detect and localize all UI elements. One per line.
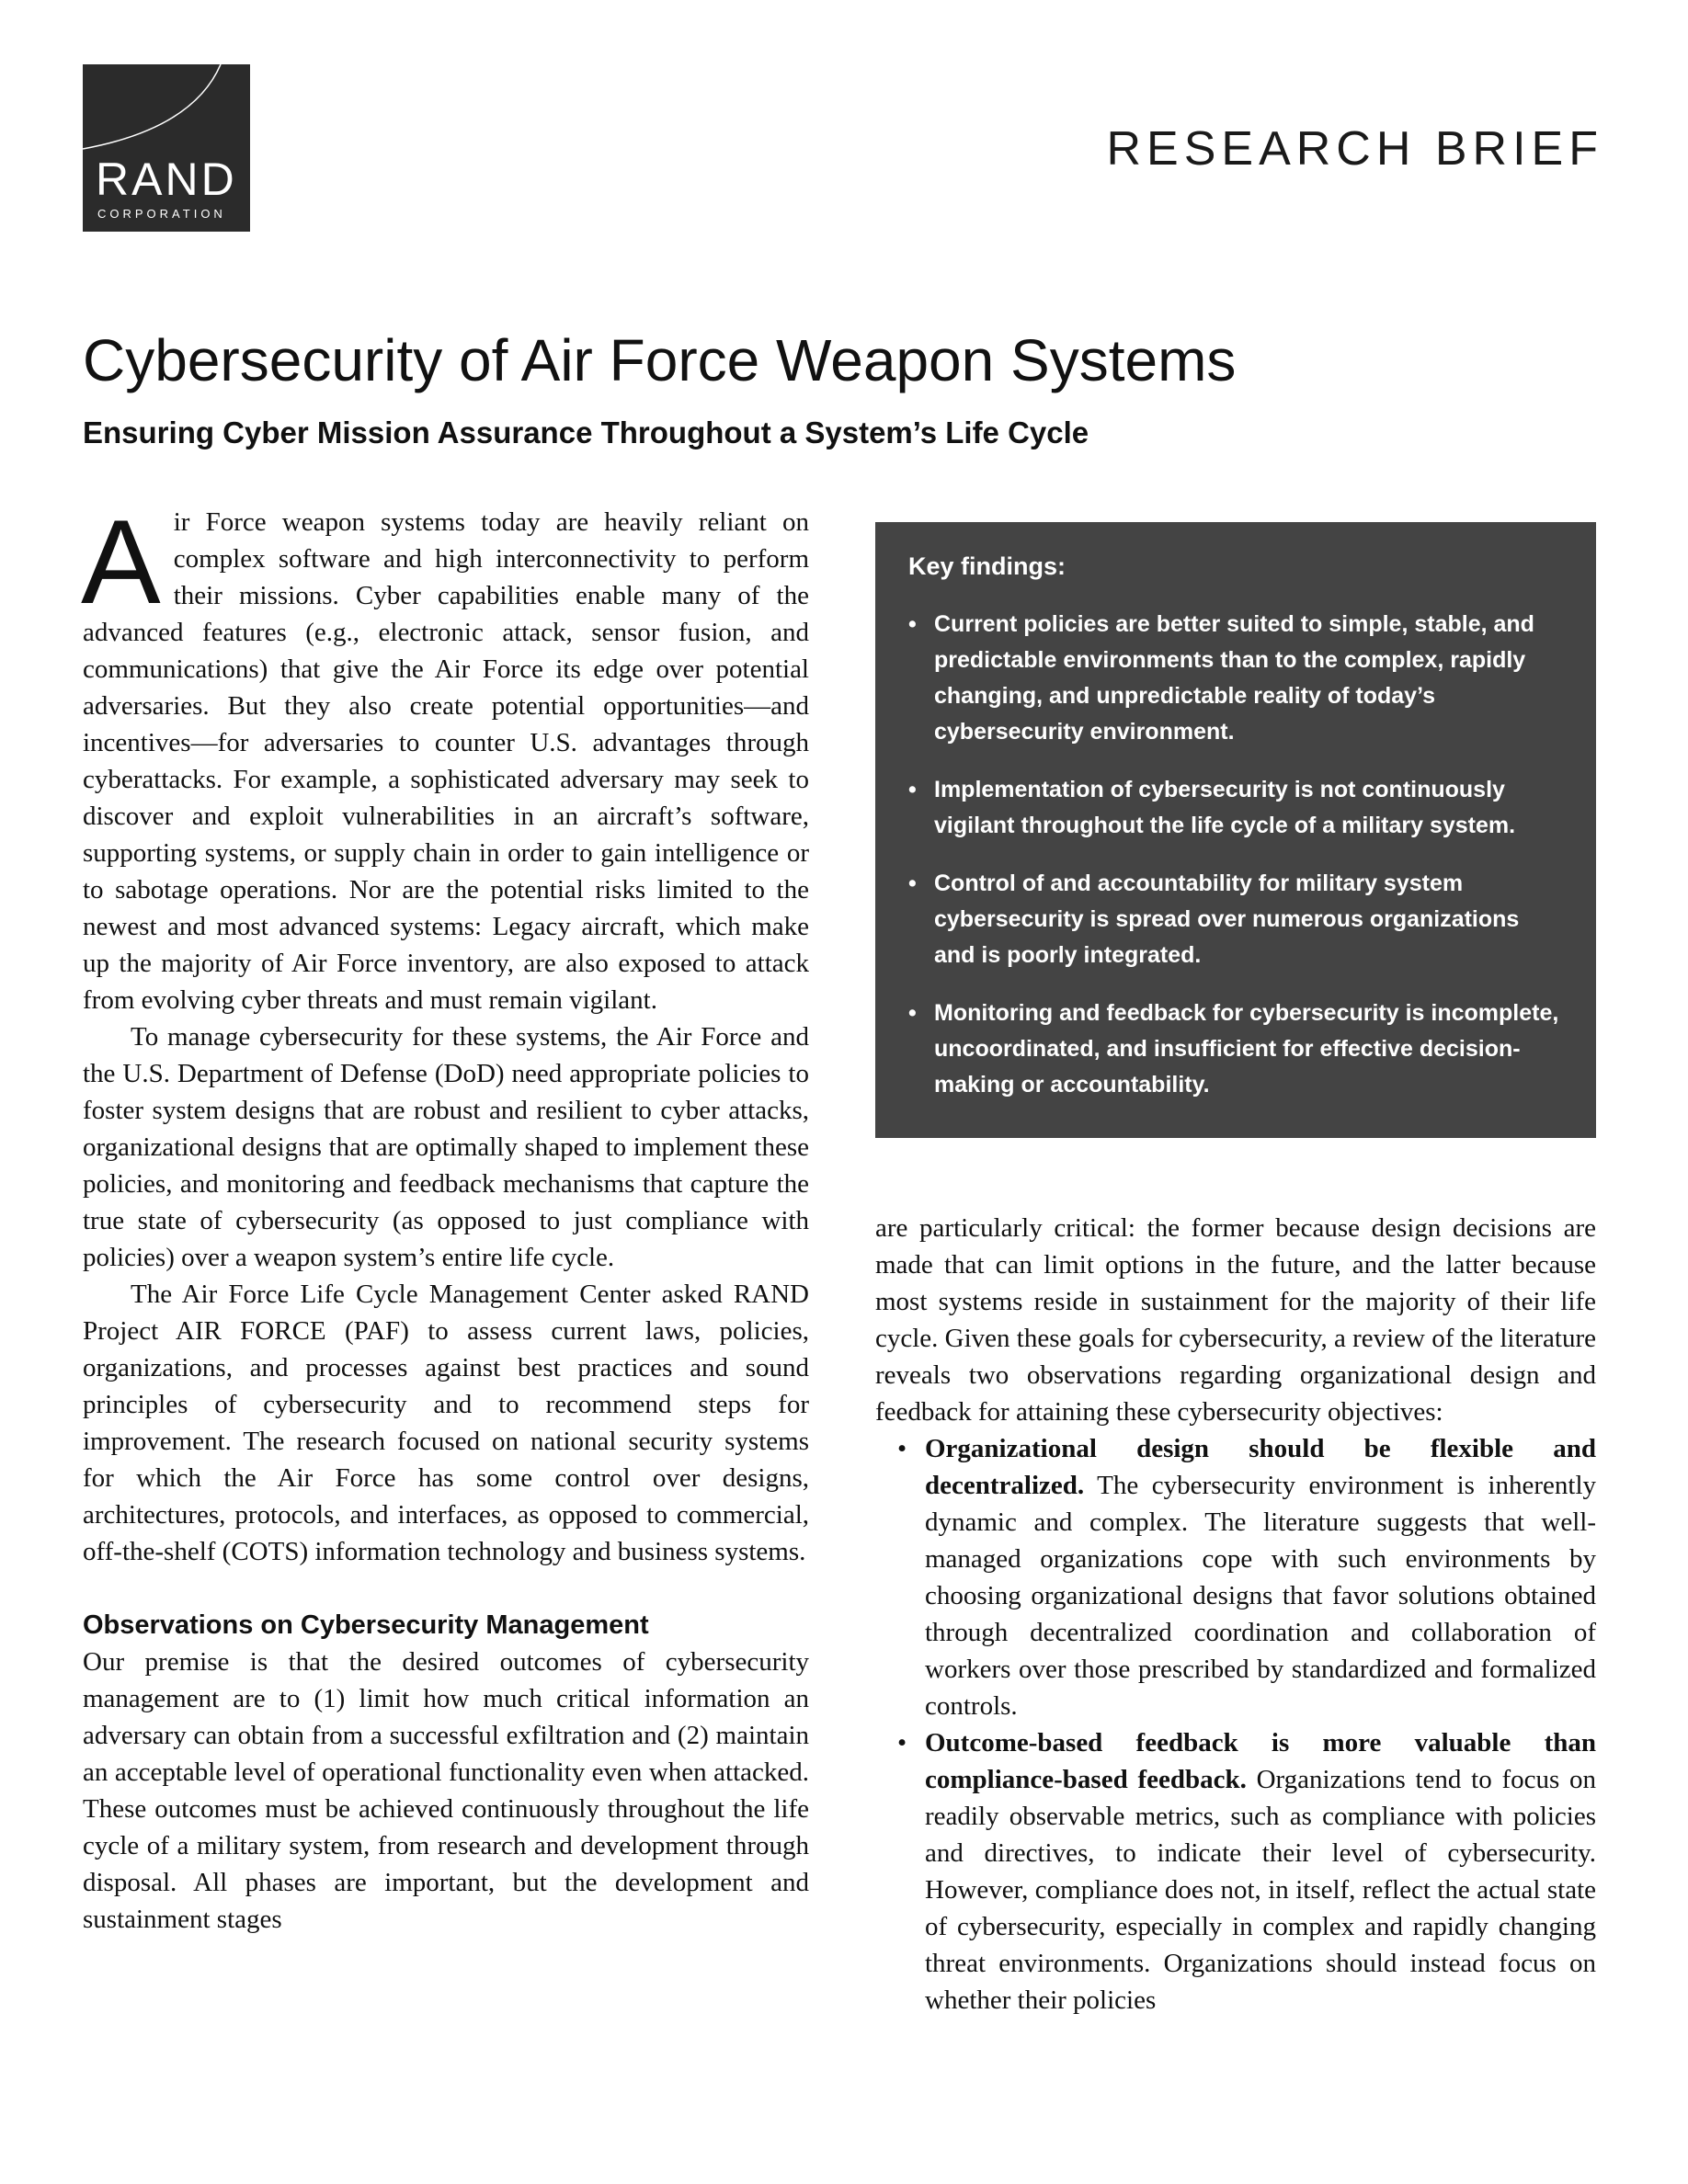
logo-name: RAND: [96, 154, 237, 205]
document-subtitle: Ensuring Cyber Mission Assurance Throughout a System’s Life Cycle: [83, 415, 1089, 449]
observation-text: The cybersecurity environment is inherently dynamic and complex. The literature suggests that well-managed organizations cope with such environments by choosing organizational designs that favor solutions obtained through decentralized coordination and collaboration of workers over those prescribed by standardized and formalized controls.: [925, 1471, 1596, 1721]
intro-paragraph-2: To manage cybersecurity for these systems, the Air Force and the U.S. Department of Defense (DoD) need appropriate policies to foster system designs that are robust and resilient to cyber attacks, organizational designs that are optimally shaped to implement these policies, and monitoring and feedback mechanisms that capture the true state of cybersecurity (as opposed to just compliance with policies) over a weapon system’s entire life cycle.: [83, 1022, 809, 1272]
rand-logo: [83, 64, 250, 232]
logo-subtitle: CORPORATION: [97, 207, 226, 221]
observation-lead: Organizational design should be flexible and decentralized.: [925, 1434, 1596, 1500]
key-findings-heading: Key findings:: [908, 552, 1066, 580]
intro-paragraph-1-text: ir Force weapon systems today are heavily reliant on complex software and high interconnectivity to perform their missions. Cyber capabilities enable many of the advanced features (e.g., electronic attack, sensor fusion, and communications) that give the Air Force its edge over potential adversaries. But they also create potential opportunities—and incentives—for adversaries to counter U.S. advantages through cyberattacks. For example, a sophisticated adversary may seek to discover and exploit vulnerabilities in an aircraft’s software, supporting systems, or supply chain in order to gain intelligence or to sabotage operations. Nor are the potential risks limited to the newest and most advanced systems: Legacy aircraft, which make up the majority of Air Force inventory, are also exposed to attack from evolving cyber threats and must remain vigilant.: [83, 507, 809, 1015]
section-heading-observations: Observations on Cybersecurity Management: [83, 1610, 649, 1640]
drop-cap: A: [81, 495, 161, 629]
key-finding-item: • Control of and accountability for military system cybersecurity is spread over numerous organizations and is poorly integrated.: [908, 866, 1563, 973]
key-findings-box: [875, 522, 1596, 1138]
observation-lead: Outcome-based feedback is more valuable than compliance-based feedback.: [925, 1728, 1596, 1794]
intro-paragraph-3: The Air Force Life Cycle Management Center asked RAND Project AIR FORCE (PAF) to assess current laws, policies, organizations, and processes against best practices and sound principles of cybersecurity and to recommend steps for improvement. The research focused on national security systems for which the Air Force has some control over designs, architectures, protocols, and interfaces, as opposed to commercial, off-the-shelf (COTS) information technology and business systems.: [83, 1280, 809, 1566]
right-column: [875, 1210, 1596, 2019]
observations-paragraph-left: Our premise is that the desired outcomes of cybersecurity management are to (1) limit how much critical information an adversary can obtain from a successful exfiltration and (2) maintain an acceptable level of operational functionality even when attacked. These outcomes must be achieved continuously throughout the life cycle of a military system, from research and development through disposal. All phases are important, but the development and sustainment stages: [83, 1647, 809, 1934]
observations-paragraph-right: are particularly critical: the former because design decisions are made that can limit options in the future, and the latter because most systems reside in sustainment for the majority of their life cycle. Given these goals for cybersecurity, a review of the literature reveals two observations regarding organizational design and feedback for attaining these cybersecurity objectives:: [875, 1213, 1596, 1427]
research-brief-label: RESEARCH BRIEF: [1106, 122, 1603, 176]
observation-text: Organizations tend to focus on readily observable metrics, such as compliance with policies and directives, to indicate their level of cybersecurity. However, compliance does not, in itself, reflect the actual state of cybersecurity, especially in complex and rapidly changing threat environments. Organizations should instead focus on whether their policies: [925, 1765, 1596, 2015]
intro-paragraph-1: [81, 495, 809, 1018]
left-column: [81, 495, 809, 1938]
observations-list: [875, 1430, 1596, 2019]
observation-item: [875, 1430, 1596, 1724]
document-title: Cybersecurity of Air Force Weapon Systems: [83, 327, 1237, 393]
key-findings-list: [908, 607, 1563, 1103]
observation-item: [875, 1724, 1596, 2019]
key-finding-item: • Implementation of cybersecurity is not continuously vigilant throughout the life cycle of a military system.: [908, 772, 1563, 844]
key-finding-item: • Current policies are better suited to simple, stable, and predictable environments than to the complex, rapidly changing, and unpredictable reality of today’s cybersecurity environment.: [908, 607, 1563, 750]
key-finding-item: • Monitoring and feedback for cybersecurity is incomplete, uncoordinated, and insufficient for effective decision-making or accountability.: [908, 995, 1563, 1103]
